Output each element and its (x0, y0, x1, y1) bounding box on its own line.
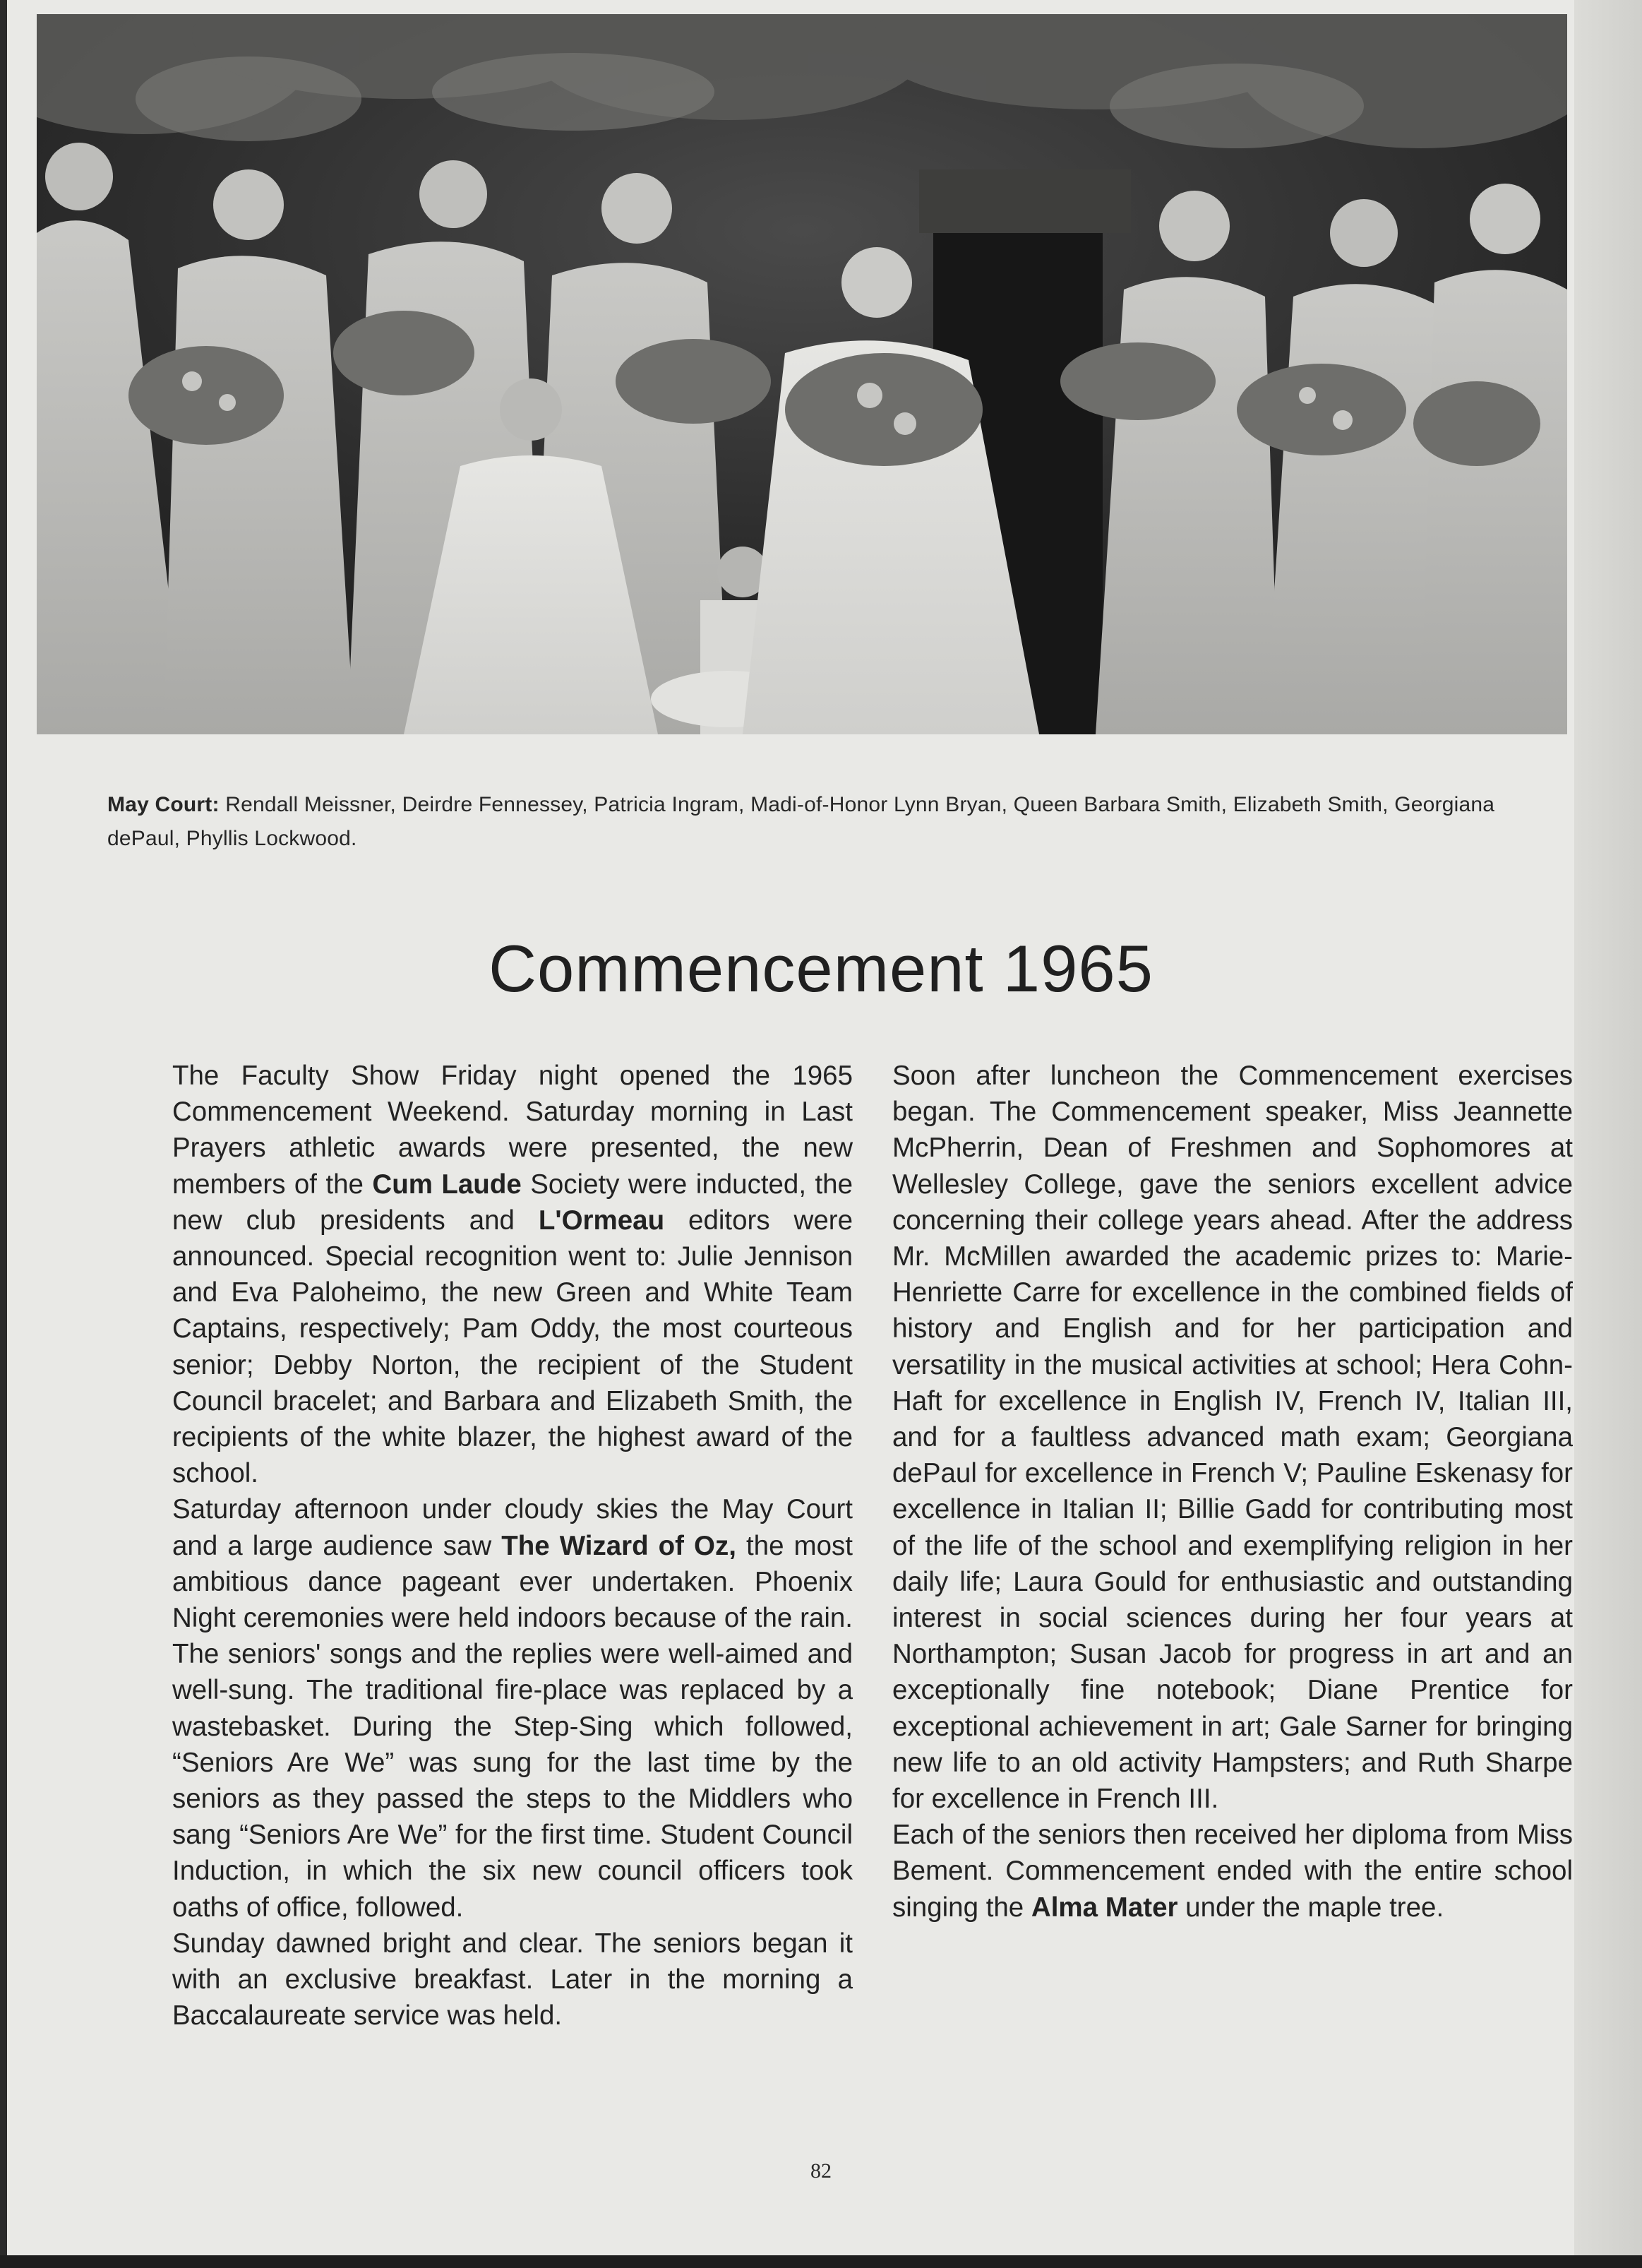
text-run: under the maple tree. (1177, 1892, 1444, 1923)
text-run: Society were inducted, the new club presidents and (172, 1169, 853, 1236)
text-run: The Faculty Show Friday night opened the 1965 Commencement Weekend. Saturday morning in Last Prayers athletic awards were presented, the new members of the (172, 1061, 853, 1200)
text-run: the most ambitious dance pageant ever undertaken. Phoenix Night ceremonies were held indoors because of the rain. The seniors' songs and the replies were well-aimed and well-sung. The traditional fire-place was replaced by a wastebasket. During the Step-Sing which followed, “Seniors Are We” was sung for the last time by the seniors as they passed the steps to the Middlers who sang “Seniors Are We” for the first time. Student Council Induction, in which the six new council officers took oaths of office, followed. (172, 1530, 853, 1923)
may-court-photo (37, 14, 1567, 734)
bold-term: L'Ormeau (538, 1205, 665, 1236)
page-number: 82 (810, 2159, 832, 2183)
paragraph: Soon after luncheon the Commencement exercises began. The Commencement speaker, Miss Jeannette McPherrin, Dean of Freshmen and Sophomores at Wellesley College, gave the seniors excellent advice concerning their college years ahead. After the address Mr. McMillen awarded the academic prizes to: Marie-Henriette Carre for excellence in the combined fields of history and English and for her participation and versatility in the musical activities at school; Hera Cohn-Haft for excellence in English IV, French IV, Italian III, and for a faultless advanced math exam; Georgiana dePaul for excellence in French V; Pauline Eskenasy for excellence in Italian II; Billie Gadd for contributing most of the life of the school and exemplifying religion in her daily life; Laura Gould for enthusiastic and outstanding interest in social sciences during her four years at Northampton; Susan Jacob for progress in art and an exceptionally fine notebook; Diane Prentice for exceptional achievement in art; Gale Sarner for bringing new life to an old activity Hampsters; and Ruth Sharpe for excellence in French III. (892, 1061, 1573, 1815)
page-title: Commencement 1965 (489, 931, 1153, 1005)
scan-border-left (0, 0, 7, 2268)
paragraph (172, 1491, 853, 1925)
paragraph: Sunday dawned bright and clear. The seniors began it with an exclusive breakfast. Later in the morning a Baccalaureate service was held. (172, 1928, 853, 2031)
caption-names: Rendall Meissner, Deirdre Fennessey, Patricia Ingram, Madi-of-Honor Lynn Bryan, Queen Barbara Smith, Elizabeth Smith, Georgiana dePaul, Phyllis Lockwood. (107, 793, 1495, 850)
paragraph (172, 1058, 853, 1491)
bold-term: Cum Laude (372, 1169, 522, 1200)
photo-caption (107, 788, 1505, 856)
scan-border-right (1574, 0, 1642, 2268)
article-column-left (172, 1058, 853, 2034)
caption-label: May Court: (107, 793, 220, 816)
scan-border-bottom (0, 2255, 1642, 2268)
text-run: Each of the seniors then received her diploma from Miss Bement. Commencement ended with the entire school singing the (892, 1820, 1573, 1923)
bold-term: The Wizard of Oz, (501, 1530, 736, 1561)
text-run: Saturday afternoon under cloudy skies the May Court and a large audience saw (172, 1494, 853, 1561)
text-run: editors were announced. Special recognition went to: Julie Jennison and Eva Paloheimo, the new Green and White Team Captains, respectively; Pam Oddy, the most courteous senior; Debby Norton, the recipient of the Student Council bracelet; and Barbara and Elizabeth Smith, the recipients of the white blazer, the highest award of the school. (172, 1205, 853, 1489)
article-column-right (892, 1058, 1573, 1926)
bold-term: Alma Mater (1031, 1892, 1178, 1923)
paragraph (892, 1817, 1573, 1926)
